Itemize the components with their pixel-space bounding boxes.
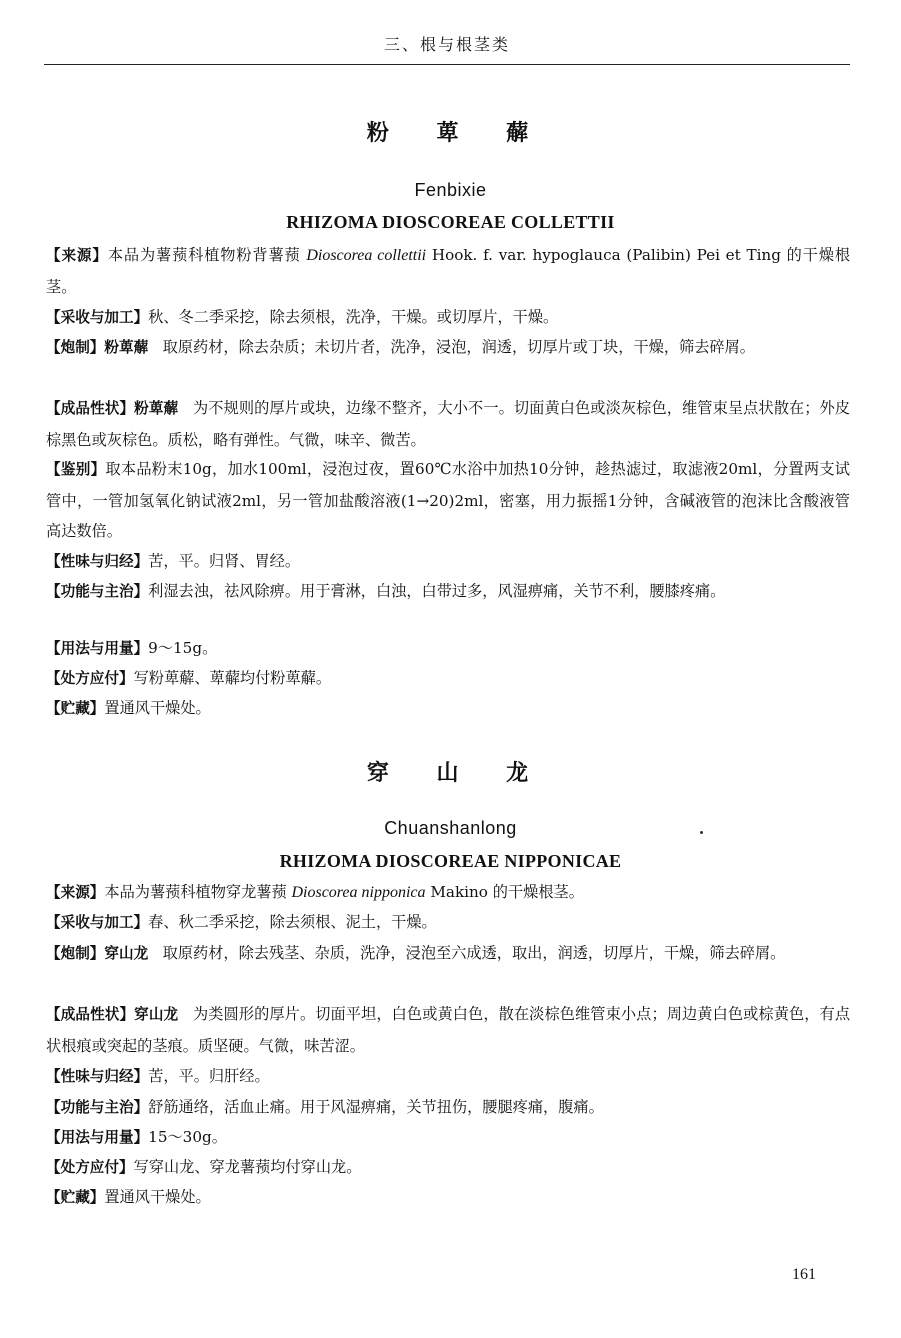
- function-label: 【功能与主治】: [46, 583, 149, 600]
- nature-label: 【性味与归经】: [46, 1068, 149, 1085]
- storage-text: 置通风干燥处。: [104, 699, 211, 717]
- function-text: 舒筋通络，活血止痛。用于风湿痹痛，关节扭伤，腰腿疼痛，腹痛。: [148, 1098, 604, 1116]
- function-text: 利湿去浊，祛风除痹。用于膏淋，白浊，白带过多，风湿痹痛，关节不利，腰膝疼痛。: [148, 582, 726, 600]
- dosage-paragraph: [46, 633, 850, 665]
- identification-text: 取本品粉末10g，加水100ml，浸泡过夜，置60℃水浴中加热10分钟，趁热滤过，取滤液20ml，分置两支试管中，一管加氢氧化钠试液2ml，另一管加盐酸溶液(1→20)2ml，密塞，用力振摇1分钟，含碱液管的泡沫比含酸液管高达数倍。: [46, 460, 850, 540]
- source-text: 本品为薯蓣科植物粉背薯蓣: [107, 246, 307, 264]
- species-name: Dioscorea nipponica: [291, 884, 426, 901]
- processing-paragraph: [46, 907, 850, 939]
- entry-title: 穿 山 龙: [366, 761, 549, 786]
- nature-paragraph: [46, 1061, 850, 1093]
- source-text-rest: Hook. f. var. hypoglauca (Palibin) Pei et Ting 的干燥根茎。: [46, 246, 851, 296]
- running-head: 三、根与根茎类: [383, 35, 510, 54]
- dosage-text: 9～15g。: [148, 639, 218, 657]
- source-text: 本品为薯蓣科植物穿龙薯蓣: [104, 883, 292, 901]
- appearance-text: 为不规则的厚片或块，边缘不整齐，大小不一。切面黄白色或淡灰棕色，维管束呈点状散在；外皮棕黑色或灰棕色。质松，略有弹性。气微，味辛、微苦。: [46, 399, 851, 449]
- prescription-paragraph: [46, 1152, 850, 1184]
- storage-label: 【贮藏】: [46, 1189, 105, 1206]
- stray-mark: [700, 831, 703, 834]
- prescription-text: 写粉萆薢、萆薢均付粉萆薢。: [133, 669, 332, 687]
- prescription-label: 【处方应付】: [46, 670, 134, 687]
- source-paragraph: [46, 877, 850, 909]
- preparation-paragraph: [46, 938, 850, 970]
- dosage-text: 15～30g。: [148, 1128, 227, 1146]
- entry-pinyin: Chuanshanlong: [384, 818, 517, 838]
- processing-paragraph: [46, 302, 850, 334]
- storage-label: 【贮藏】: [46, 700, 105, 717]
- page-header: [44, 30, 850, 65]
- source-text-rest: Makino 的干燥根茎。: [425, 883, 584, 901]
- storage-paragraph: [46, 693, 850, 725]
- processing-label: 【采收与加工】: [46, 309, 149, 326]
- function-paragraph: [46, 1092, 850, 1124]
- prescription-text: 写穿山龙、穿龙薯蓣均付穿山龙。: [133, 1158, 362, 1176]
- identification-paragraph: [46, 454, 850, 547]
- storage-text: 置通风干燥处。: [104, 1188, 211, 1206]
- entry-title: 粉 萆 薢: [366, 121, 549, 146]
- preparation-paragraph: [46, 332, 850, 364]
- nature-text: 苦，平。归肾、胃经。: [148, 552, 301, 570]
- dosage-label: 【用法与用量】: [46, 1129, 149, 1146]
- nature-label: 【性味与归经】: [46, 553, 149, 570]
- entry-latin-name: RHIZOMA DIOSCOREAE COLLETTII: [286, 212, 615, 232]
- entry-latin-name: RHIZOMA DIOSCOREAE NIPPONICAE: [279, 851, 622, 871]
- dosage-label: 【用法与用量】: [46, 640, 149, 657]
- appearance-label: 【成品性状】粉萆薢: [46, 400, 179, 417]
- identification-label: 【鉴别】: [46, 461, 106, 478]
- preparation-text: 取原药材，除去杂质；未切片者，洗净，浸泡，润透，切厚片或丁块，干燥，筛去碎屑。: [162, 338, 755, 356]
- appearance-paragraph: [46, 393, 850, 455]
- source-label: 【来源】: [46, 247, 108, 264]
- preparation-text: 取原药材，除去残茎、杂质，洗净，浸泡至六成透，取出，润透，切厚片，干燥，筛去碎屑。: [162, 944, 786, 962]
- processing-text: 秋、冬二季采挖，除去须根，洗净，干燥。或切厚片，干燥。: [148, 308, 559, 326]
- appearance-label: 【成品性状】穿山龙: [46, 1006, 179, 1023]
- nature-text: 苦，平。归肝经。: [148, 1067, 270, 1085]
- preparation-label: 【炮制】穿山龙: [46, 945, 149, 962]
- source-label: 【来源】: [46, 884, 105, 901]
- function-paragraph: [46, 576, 850, 608]
- dosage-paragraph: [46, 1122, 850, 1154]
- source-paragraph: [46, 240, 850, 302]
- appearance-text: 为类圆形的厚片。切面平坦，白色或黄白色，散在淡棕色维管束小点；周边黄白色或棕黄色，有点状根痕或突起的茎痕。质坚硬。气微，味苦涩。: [46, 1005, 851, 1055]
- prescription-label: 【处方应付】: [46, 1159, 134, 1176]
- page-number: 161: [792, 1266, 816, 1283]
- nature-paragraph: [46, 546, 850, 578]
- processing-text: 春、秋二季采挖，除去须根、泥土，干燥。: [148, 913, 437, 931]
- preparation-label: 【炮制】粉萆薢: [46, 339, 149, 356]
- appearance-paragraph: [46, 999, 850, 1061]
- prescription-paragraph: [46, 663, 850, 695]
- storage-paragraph: [46, 1182, 850, 1214]
- function-label: 【功能与主治】: [46, 1099, 149, 1116]
- processing-label: 【采收与加工】: [46, 914, 149, 931]
- species-name: Dioscorea collettii: [306, 247, 427, 264]
- entry-pinyin: Fenbixie: [414, 180, 487, 200]
